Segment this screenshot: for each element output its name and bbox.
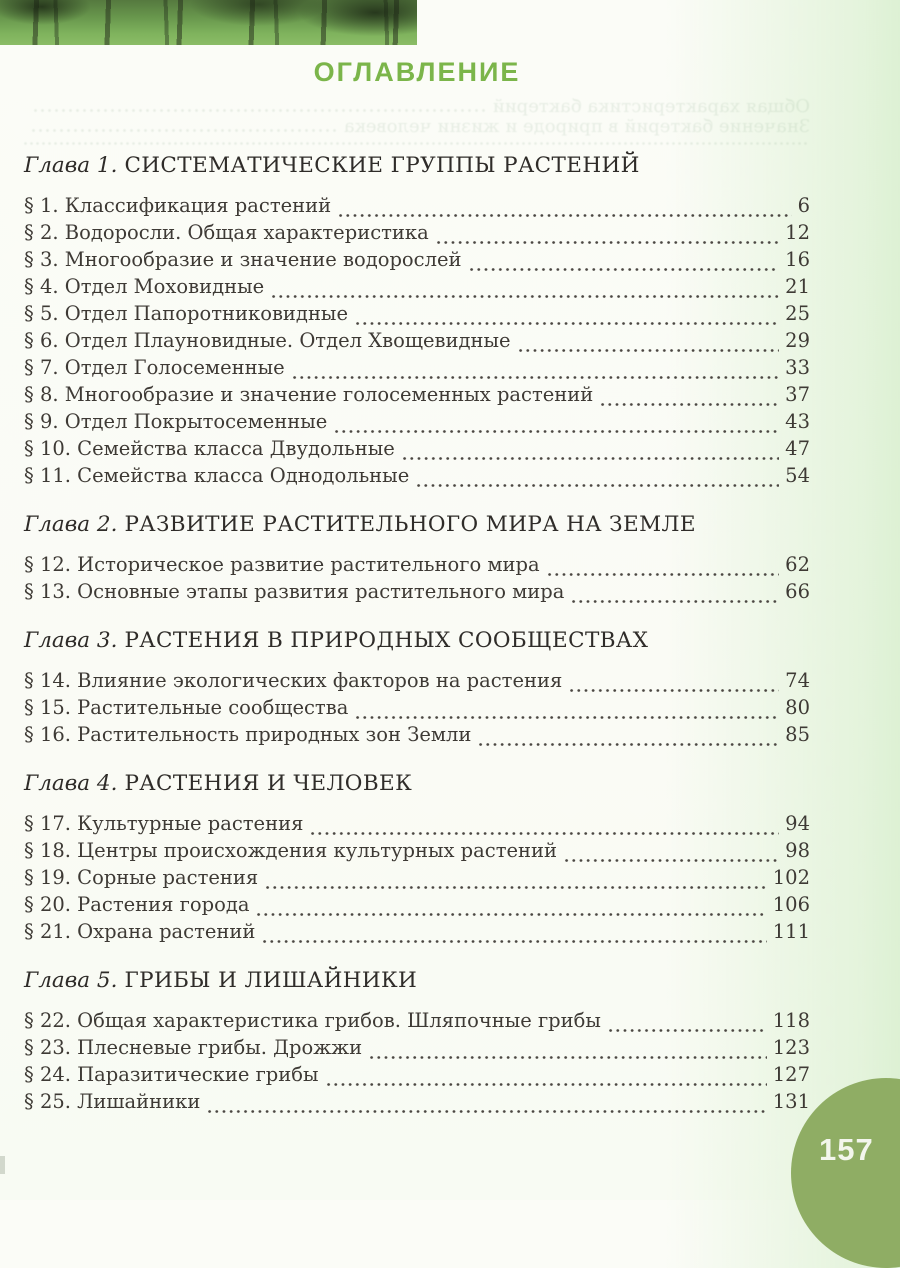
chapter-title: РАСТЕНИЯ В ПРИРОДНЫХ СООБЩЕСТВАХ <box>124 628 649 653</box>
toc-entry-label: § 20. Растения города <box>24 893 250 916</box>
dot-leader <box>356 716 779 719</box>
chapter-heading <box>24 967 810 995</box>
toc-entry <box>24 1009 810 1036</box>
dot-leader <box>570 689 779 692</box>
toc-entry <box>24 1036 810 1063</box>
chapter-section <box>24 152 810 491</box>
toc-entry-label: § 12. Историческое развитие растительного мира <box>24 553 540 576</box>
toc-entry-page: 106 <box>772 893 810 916</box>
toc-entry-label: § 13. Основные этапы развития растительного мира <box>24 580 565 603</box>
dot-leader <box>356 322 779 325</box>
toc-entry-label: § 17. Культурные растения <box>24 812 304 835</box>
dot-leader <box>208 1110 766 1113</box>
toc-entry-label: § 23. Плесневые грибы. Дрожжи <box>24 1036 363 1059</box>
toc-entry <box>24 356 810 383</box>
toc-entry <box>24 669 810 696</box>
chapter-heading <box>24 511 810 539</box>
toc-entry-page: 127 <box>772 1063 810 1086</box>
bleedthrough-line <box>24 96 810 116</box>
toc-entry <box>24 920 810 947</box>
toc-entry <box>24 248 810 275</box>
dot-leader <box>370 1056 767 1059</box>
toc-entry <box>24 302 810 329</box>
toc-entry-label: § 3. Многообразие и значение водорослей <box>24 248 462 271</box>
dot-leader <box>565 859 779 862</box>
dot-leader <box>257 913 766 916</box>
dot-leader <box>519 349 780 352</box>
toc-entry-page: 12 <box>785 221 810 244</box>
chapter-heading <box>24 770 810 798</box>
dot-leader <box>266 886 767 889</box>
toc-entry-label: § 19. Сорные растения <box>24 866 259 889</box>
page-title: ОГЛАВЛЕНИЕ <box>313 57 521 87</box>
toc-entry-label: § 2. Водоросли. Общая характеристика <box>24 221 429 244</box>
dot-leader <box>311 832 779 835</box>
toc-entry-page: 62 <box>785 553 810 576</box>
toc-entry-page: 47 <box>785 437 810 460</box>
chapter-heading <box>24 152 810 180</box>
chapter-section <box>24 627 810 750</box>
toc-entry-page: 102 <box>772 866 810 889</box>
toc-entry-label: § 1. Классификация растений <box>24 194 332 217</box>
dot-leader <box>327 1083 767 1086</box>
chapter-section <box>24 770 810 947</box>
chapter-number-label: Глава 2. <box>24 512 118 537</box>
toc-entry <box>24 553 810 580</box>
chapter-number-label: Глава 4. <box>24 771 118 796</box>
toc-entry-page: 16 <box>785 248 810 271</box>
toc-entry <box>24 580 810 607</box>
toc-entry-label: § 6. Отдел Плауновидные. Отдел Хвощевидные <box>24 329 511 352</box>
bleedthrough-dotrow <box>24 142 810 145</box>
toc-entry <box>24 723 810 750</box>
dot-leader <box>601 403 779 406</box>
dot-leader <box>470 268 780 271</box>
dot-leader <box>335 430 779 433</box>
dot-leader <box>339 214 791 217</box>
toc-entry-page: 29 <box>785 329 810 352</box>
dot-leader <box>417 484 779 487</box>
toc-entry-label: § 22. Общая характеристика грибов. Шляпочные грибы <box>24 1009 601 1032</box>
toc-entry-page: 33 <box>785 356 810 379</box>
toc-entry-page: 94 <box>785 812 810 835</box>
toc-entry-label: § 16. Растительность природных зон Земли <box>24 723 472 746</box>
toc-entry <box>24 383 810 410</box>
toc-entry-page: 85 <box>785 723 810 746</box>
toc-entry-label: § 7. Отдел Голосеменные <box>24 356 285 379</box>
chapter-section <box>24 511 810 607</box>
toc-entry-label: § 11. Семейства класса Однодольные <box>24 464 410 487</box>
toc-entry-page: 74 <box>785 669 810 692</box>
toc-entry-label: § 4. Отдел Моховидные <box>24 275 265 298</box>
toc-entry <box>24 464 810 491</box>
toc-entry-page: 98 <box>785 839 810 862</box>
toc-entry-label: § 5. Отдел Папоротниковидные <box>24 302 348 325</box>
chapter-title: ГРИБЫ И ЛИШАЙНИКИ <box>124 968 418 993</box>
toc-entry <box>24 437 810 464</box>
toc-entry-page: 43 <box>785 410 810 433</box>
dot-leader <box>272 295 779 298</box>
toc-entry-page: 6 <box>797 194 810 217</box>
toc-entry-label: § 18. Центры происхождения культурных растений <box>24 839 558 862</box>
toc-entry-page: 118 <box>772 1009 810 1032</box>
toc-entry <box>24 893 810 920</box>
toc-entry-label: § 21. Охрана растений <box>24 920 256 943</box>
page-number: 157 <box>819 1132 874 1167</box>
dot-leader <box>403 457 779 460</box>
bleedthrough-text: Общая характеристика бактерий <box>492 96 810 117</box>
toc-entry <box>24 696 810 723</box>
toc-entry-page: 111 <box>772 920 810 943</box>
dot-leader <box>479 743 779 746</box>
table-of-contents <box>24 152 810 1117</box>
toc-entry <box>24 866 810 893</box>
bleedthrough-text: Значение бактерий в природе и жизни человека <box>343 116 810 137</box>
toc-entry <box>24 329 810 356</box>
toc-entry-label: § 10. Семейства класса Двудольные <box>24 437 395 460</box>
toc-entry-page: 25 <box>785 302 810 325</box>
chapter-number-label: Глава 3. <box>24 628 118 653</box>
bleedthrough-dots <box>30 129 336 132</box>
bleedthrough-dots <box>30 109 485 112</box>
toc-entry <box>24 275 810 302</box>
toc-entry <box>24 1090 810 1117</box>
toc-entry-page: 123 <box>772 1036 810 1059</box>
chapter-heading <box>24 627 810 655</box>
dot-leader <box>548 573 780 576</box>
toc-entry <box>24 812 810 839</box>
dot-leader <box>263 940 766 943</box>
dot-leader <box>609 1029 767 1032</box>
toc-entry-page: 37 <box>785 383 810 406</box>
toc-entry <box>24 221 810 248</box>
toc-entry-page: 66 <box>785 580 810 603</box>
bleedthrough-line <box>24 116 810 136</box>
bleedthrough-ghost <box>24 96 810 148</box>
toc-entry-label: § 9. Отдел Покрытосеменные <box>24 410 328 433</box>
toc-entry-label: § 14. Влияние экологических факторов на растения <box>24 669 563 692</box>
toc-entry-label: § 15. Растительные сообщества <box>24 696 349 719</box>
chapter-number-label: Глава 5. <box>24 968 118 993</box>
chapter-section <box>24 967 810 1117</box>
toc-entry <box>24 194 810 221</box>
toc-entry-page: 80 <box>785 696 810 719</box>
chapter-title: СИСТЕМАТИЧЕСКИЕ ГРУППЫ РАСТЕНИЙ <box>124 153 640 178</box>
dot-leader <box>293 376 780 379</box>
toc-entry-label: § 8. Многообразие и значение голосеменных растений <box>24 383 594 406</box>
dot-leader <box>572 600 779 603</box>
chapter-title: РАСТЕНИЯ И ЧЕЛОВЕК <box>124 771 413 796</box>
chapter-number-label: Глава 1. <box>24 153 118 178</box>
toc-entry-page: 131 <box>772 1090 810 1113</box>
toc-entry-page: 54 <box>785 464 810 487</box>
dot-leader <box>437 241 779 244</box>
toc-entry-label: § 25. Лишайники <box>24 1090 201 1113</box>
toc-entry-label: § 24. Паразитические грибы <box>24 1063 319 1086</box>
toc-entry <box>24 410 810 437</box>
toc-entry <box>24 1063 810 1090</box>
scan-artifact <box>0 1156 5 1174</box>
chapter-title: РАЗВИТИЕ РАСТИТЕЛЬНОГО МИРА НА ЗЕМЛЕ <box>124 512 696 537</box>
toc-entry <box>24 839 810 866</box>
toc-entry-page: 21 <box>785 275 810 298</box>
